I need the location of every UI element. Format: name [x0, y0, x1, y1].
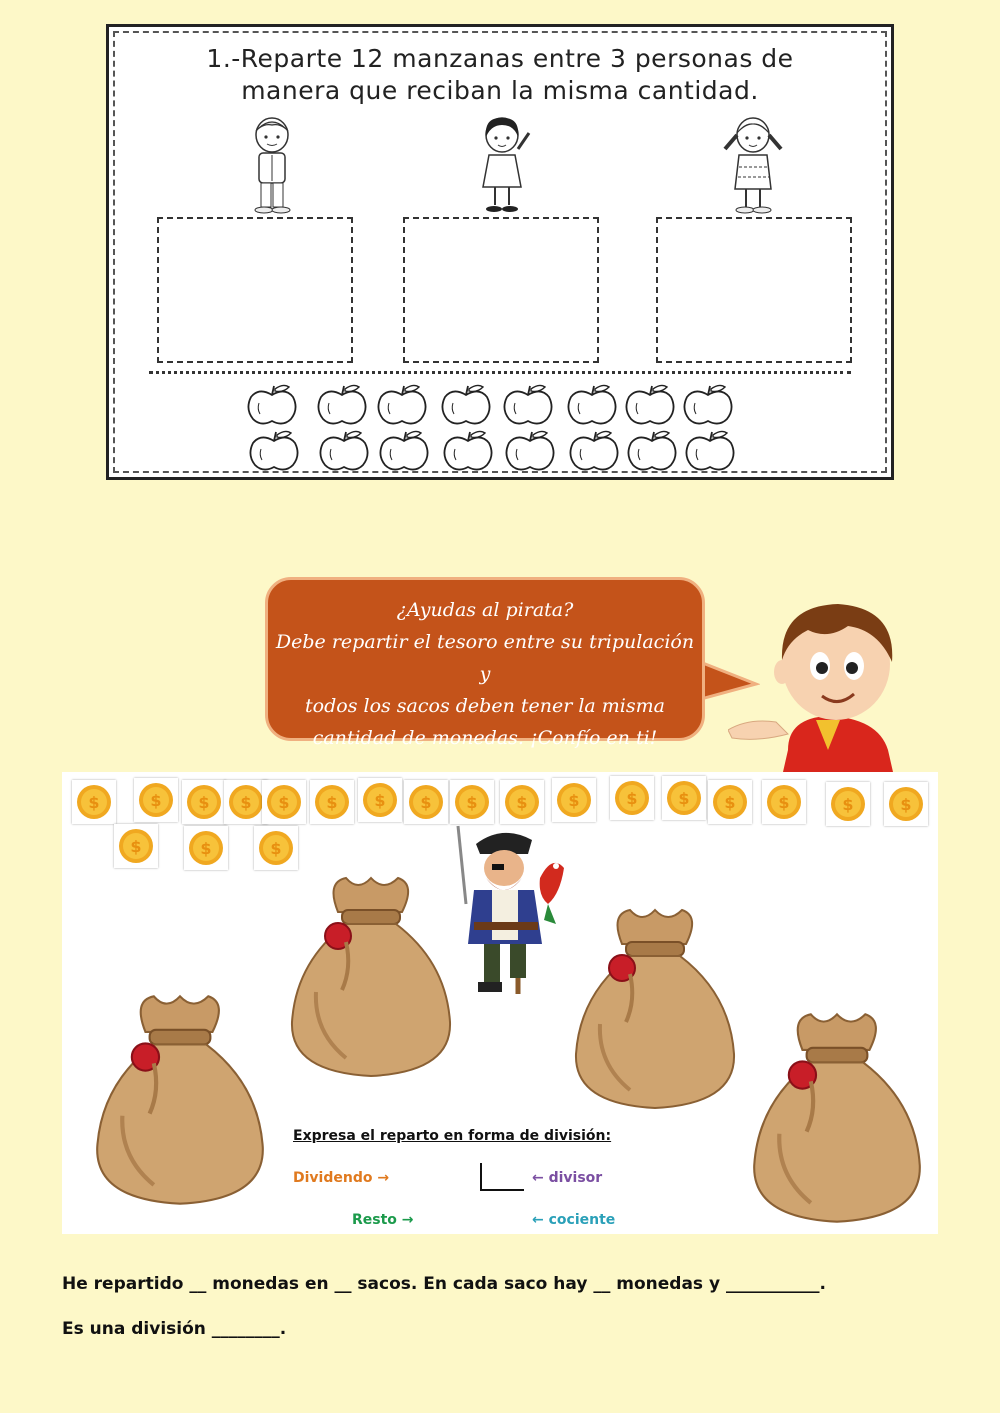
- gold-coin-icon[interactable]: [826, 782, 870, 826]
- girl-drawing-icon: [715, 115, 791, 215]
- boy-cartoon-icon: [728, 600, 918, 772]
- boy-drawing-icon: [237, 115, 307, 215]
- fill-in-sentence-1: He repartido __ monedas en __ sacos. En cada saco hay __ monedas y ___________.: [62, 1274, 826, 1294]
- svg-text:$: $: [466, 793, 478, 812]
- divisor-label: ← divisor: [532, 1170, 603, 1186]
- gold-coin-icon[interactable]: [134, 778, 178, 822]
- title-line-1: 1.-Reparte 12 manzanas entre 3 personas de: [206, 44, 794, 73]
- apple-icon[interactable]: [375, 383, 429, 431]
- gold-coin-icon[interactable]: [610, 776, 654, 820]
- resto-label: Resto →: [352, 1212, 414, 1228]
- exercise-title: [109, 43, 891, 107]
- apple-icon[interactable]: [377, 429, 431, 477]
- gold-coin-icon[interactable]: [72, 780, 116, 824]
- svg-text:$: $: [842, 795, 854, 814]
- svg-text:$: $: [900, 795, 912, 814]
- drop-box-1[interactable]: [157, 217, 353, 363]
- girl-drawing-icon: [469, 115, 539, 215]
- money-bag-icon[interactable]: [82, 990, 278, 1214]
- apple-icon[interactable]: [501, 383, 555, 431]
- svg-text:$: $: [270, 839, 282, 858]
- fill-in-sentence-2: Es una división ________.: [62, 1319, 287, 1339]
- apple-icon[interactable]: [441, 429, 495, 477]
- gold-coin-icon[interactable]: [884, 782, 928, 826]
- bubble-line-3: todos los sacos deben tener la misma: [305, 695, 665, 717]
- svg-text:$: $: [778, 793, 790, 812]
- title-line-2: manera que reciban la misma cantidad.: [241, 76, 759, 105]
- gold-coin-icon[interactable]: [254, 826, 298, 870]
- exercise-card: [106, 24, 894, 480]
- apple-icon[interactable]: [567, 429, 621, 477]
- svg-text:$: $: [420, 793, 432, 812]
- money-bag-icon[interactable]: [742, 1008, 932, 1232]
- gold-coin-icon[interactable]: [182, 780, 226, 824]
- gold-coin-icon[interactable]: [184, 826, 228, 870]
- svg-text:$: $: [516, 793, 528, 812]
- drop-box-2[interactable]: [403, 217, 599, 363]
- svg-text:$: $: [130, 837, 142, 856]
- gold-coin-icon[interactable]: [310, 780, 354, 824]
- speech-bubble: [265, 577, 705, 749]
- svg-text:$: $: [278, 793, 290, 812]
- activity-panel: [62, 772, 938, 1234]
- svg-text:$: $: [200, 839, 212, 858]
- cociente-label: ← cociente: [532, 1212, 616, 1228]
- svg-text:$: $: [626, 789, 638, 808]
- pirate-icon: [452, 824, 572, 998]
- bubble-line-2: Debe repartir el tesoro entre su tripulación y: [275, 631, 695, 685]
- expression-title: Expresa el reparto en forma de división:: [293, 1128, 612, 1144]
- svg-text:$: $: [326, 793, 338, 812]
- money-bag-icon[interactable]: [570, 904, 740, 1118]
- apple-icon[interactable]: [623, 383, 677, 431]
- apple-icon[interactable]: [683, 429, 737, 477]
- bubble-line-1: ¿Ayudas al pirata?: [396, 599, 574, 621]
- apple-icon[interactable]: [317, 429, 371, 477]
- apple-icon[interactable]: [625, 429, 679, 477]
- bubble-line-4: cantidad de monedas. ¡Confío en ti!: [312, 727, 658, 749]
- svg-text:$: $: [724, 793, 736, 812]
- gold-coin-icon[interactable]: [404, 780, 448, 824]
- apple-icon[interactable]: [439, 383, 493, 431]
- svg-text:$: $: [568, 791, 580, 810]
- apple-icon[interactable]: [681, 383, 735, 431]
- gold-coin-icon[interactable]: [662, 776, 706, 820]
- gold-coin-icon[interactable]: [708, 780, 752, 824]
- svg-text:$: $: [678, 789, 690, 808]
- money-bag-icon[interactable]: [286, 872, 456, 1086]
- gold-coin-icon[interactable]: [450, 780, 494, 824]
- gold-coin-icon[interactable]: [500, 780, 544, 824]
- svg-text:$: $: [150, 791, 162, 810]
- svg-text:$: $: [198, 793, 210, 812]
- svg-text:$: $: [374, 791, 386, 810]
- svg-text:$: $: [240, 793, 252, 812]
- gold-coin-icon[interactable]: [114, 824, 158, 868]
- gold-coin-icon[interactable]: [262, 780, 306, 824]
- gold-coin-icon[interactable]: [552, 778, 596, 822]
- gold-coin-icon[interactable]: [762, 780, 806, 824]
- apple-icon[interactable]: [503, 429, 557, 477]
- division-bracket: [480, 1163, 524, 1191]
- dotted-divider: [149, 371, 851, 374]
- svg-text:$: $: [88, 793, 100, 812]
- dividendo-label: Dividendo →: [293, 1170, 390, 1186]
- apple-icon[interactable]: [315, 383, 369, 431]
- apple-icon[interactable]: [565, 383, 619, 431]
- gold-coin-icon[interactable]: [358, 778, 402, 822]
- drop-box-3[interactable]: [656, 217, 852, 363]
- apple-icon[interactable]: [247, 429, 301, 477]
- apple-icon[interactable]: [245, 383, 299, 431]
